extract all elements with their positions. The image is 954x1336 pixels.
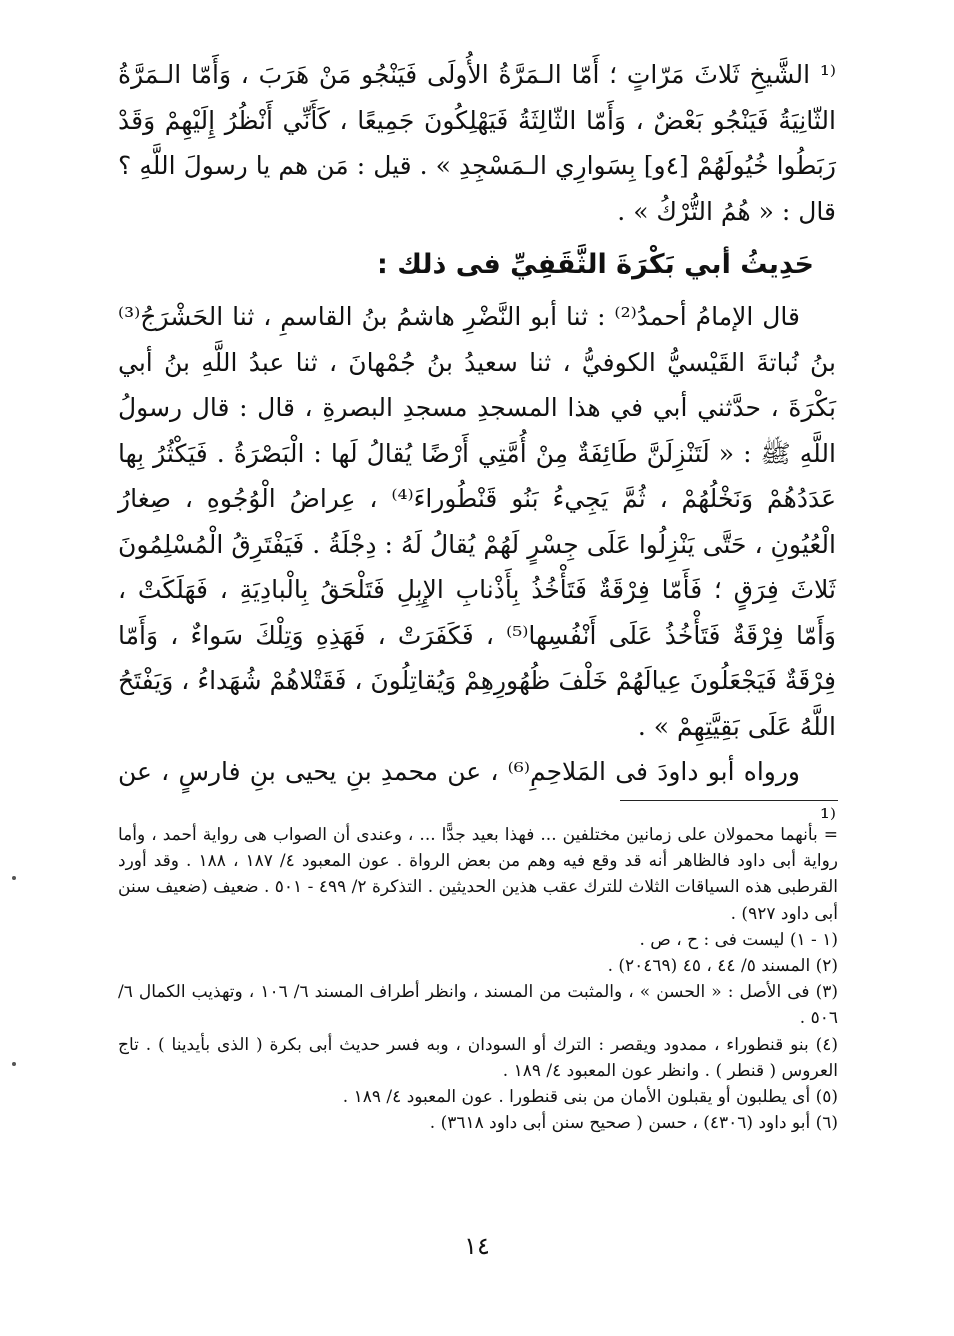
scan-speck (12, 876, 16, 880)
paragraph-continuation: ⁽¹ الشَّيخِ ثَلاثَ مَرّاتٍ ؛ أَمّا الـمَرَّةُ الأُولَى فَيَنْجُو مَنْ هَرَبَ ، وَأَمّا الـمَرَّةُ الثّانِيَةُ فَيَنْجُو بَعْضٌ ، وَأَمّا الثّالِثَةُ فَيَهْلِكُونَ جَمِيعًا ، كَأَنِّي أَنْظُرُ إِلَيْهِمْ وَقَدْ رَبَطُوا خُيُولَهُمْ [٤و] بِسَوارِي الـمَسْجِدِ » . قيل : مَن هم يا رسولَ اللَّهِ ؟ قال : « هُمُ التُّرْكُ » . (118, 60, 836, 226)
footnote-2: (٢) المسند ٥/ ٤٤ ، ٤٥ (٢٠٤٦٩) . (607, 956, 838, 977)
footnote-6: (٦) أبو داود (٤٣٠٦) ، حسن ( صحيح سنن أبى داود ٣٦١٨) . (429, 1113, 838, 1134)
footnote-continuation: = بأنهما محمولان على زمانين مختلفين ... فهذا بعيد جدًّا ... ، وعندى أن الصواب هى رواية أحمد ، وأما رواية أبى داود فالظاهر أنه قد وقع فيه وهم من بعض الرواة . عون المعبود ٤/ ١٨٧ ، ١٨٨ . وقد أورد القرطبى هذه السياقات الثلاث للترك عقب هذين الحديثين . التذكرة ٢/ ٤٩٩ - ٥٠١ . ضعيف (ضعيف سنن أبى داود ٩٢٧) . (118, 825, 838, 924)
footnote-1: (١ - ١) ليست فى : ح ، ص . (639, 929, 838, 950)
footnote-5: (٥) أى يطلبون أو يقبلون الأمان من بنى قنطورا . عون المعبود ٤/ ١٨٩ . (342, 1087, 838, 1108)
footnote-3: (٣) فى الأصل : « الحسن » ، والمثبت من المسند ، وانظر أطراف المسند ٦/ ١٠٦ ، وتهذيب الكمال ٦/ ٥٠٦ . (118, 982, 838, 1029)
footnote-4: (٤) بنو قنطوراء ، ممدود ويقصر : الترك أو السودان ، وبه فسر حديث أبى بكرة ( الذى بأيدينا ) . تاج العروس ( قنطر ) . وانظر عون المعبود ٤/ ١٨٩ . (118, 1034, 838, 1081)
paragraph-narration: ورواه أبو داودَ فى المَلاحِمِ⁽⁶⁾ ، عن محمدِ بنِ يحيى بنِ فارسٍ ، عن ⁽¹ (118, 757, 836, 832)
paragraph-hadith: قال الإمامُ أحمدُ⁽²⁾ : ثنا أبو النَّضْرِ هاشمُ بنُ القاسمِ ، ثنا الحَشْرَجُ⁽³⁾ بنُ نُباتةَ القَيْسيُّ الكوفيُّ ، ثنا سعيدُ بنُ جُمْهانَ ، ثنا عبدُ اللَّهِ بنُ أبي بَكْرَةَ ، حدَّثني أبي في هذا المسجدِ مسجدِ البصرةِ ، قال : قال رسولُ اللَّهِ ﷺ : « لَتَنْزِلَنَّ طَائِفَةٌ مِنْ أُمَّتِي أَرْضًا يُقالُ لَها : الْبَصْرَةُ . فَيَكْثُرُ بِها عَدَدُهُمْ وَنَخْلُهُمْ ، ثُمَّ يَجِيءُ بَنُو قَنْطُوراءَ⁽⁴⁾ ، عِراضُ الْوُجُوهِ ، صِغارُ الْعُيُونِ ، حَتَّى يَنْزِلُوا عَلَى جِسْرٍ لَهُمْ يُقالُ لَهُ : دِجْلَةُ . فَيَفْتَرِقُ الْمُسْلِمُونَ ثَلاثَ فِرَقٍ ؛ فَأَمّا فِرْقَةٌ فَتَأْخُذُ بِأَذْنابِ الإِبِلِ فَتَلْحَقُ بِالْبادِيَةِ ، فَهَلَكَتْ ، وَأَمّا فِرْقَةٌ فَتَأْخُذُ عَلَى أَنْفُسِها⁽⁵⁾ ، فَكَفَرَتْ ، فَهَذِهِ وَتِلْكَ سَواءٌ ، وَأَمّا فِرْقَةٌ فَيَجْعَلُونَ عِيالَهُمْ خَلْفَ ظُهُورِهِمْ وَيُقاتِلُونَ ، فَقَتْلاهُمْ شُهَداءُ ، وَيَفْتَحُ اللَّهُ عَلَى بَقِيَّتِهِمْ » . (118, 302, 836, 741)
section-heading: حَدِيثُ أبي بَكْرَةَ الثَّقَفِيِّ فى ذلك : (377, 249, 814, 280)
footnote-separator (620, 800, 838, 801)
page-number: ١٤ (464, 1232, 490, 1260)
scan-speck (12, 1062, 16, 1066)
footnotes (118, 822, 838, 1136)
main-text (118, 52, 836, 840)
